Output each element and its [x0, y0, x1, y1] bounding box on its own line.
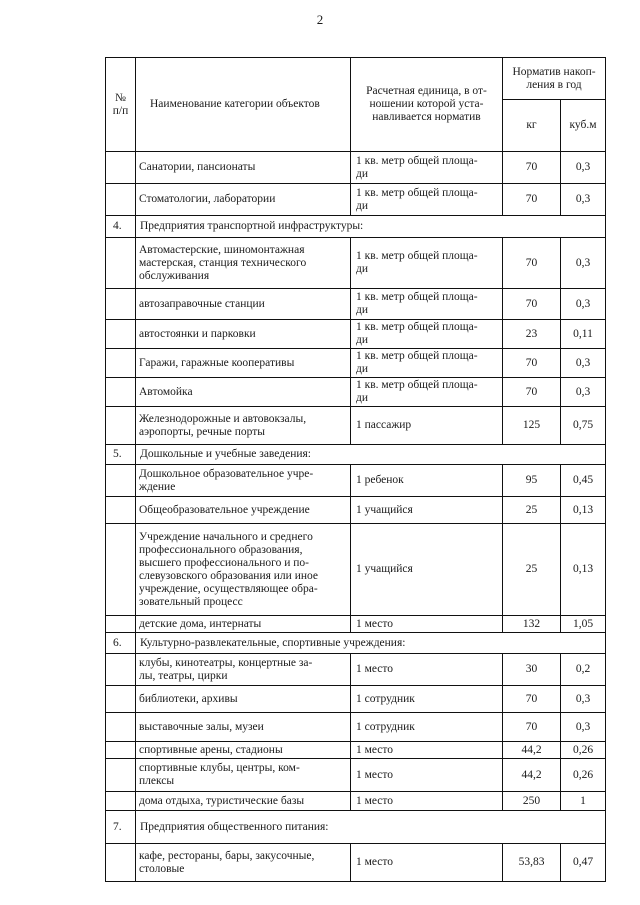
table-row: [106, 238, 606, 289]
row-number: [106, 289, 136, 320]
norm-m3: 0,13: [561, 497, 606, 524]
calc-unit: 1 ребенок: [351, 465, 503, 497]
table-row: [106, 616, 606, 633]
norm-kg: 23: [503, 320, 561, 349]
norm-m3: 0,13: [561, 524, 606, 616]
row-number: [106, 238, 136, 289]
category-name: Дошкольное образовательное учре- ждение: [136, 465, 351, 497]
header-kg: кг: [503, 100, 561, 152]
header-norm: Норматив накоп- ления в год: [503, 58, 606, 100]
norm-m3: 0,11: [561, 320, 606, 349]
table-row: [106, 759, 606, 792]
norm-m3: 0,3: [561, 289, 606, 320]
section-title: Культурно-развлекательные, спортивные учреждения:: [136, 633, 606, 654]
calc-unit: 1 кв. метр общей площа- ди: [351, 289, 503, 320]
calc-unit: 1 пассажир: [351, 407, 503, 445]
table-row: [106, 378, 606, 407]
calc-unit: 1 место: [351, 759, 503, 792]
norm-kg: 53,83: [503, 844, 561, 882]
section-number: 6.: [106, 633, 136, 654]
norm-kg: 70: [503, 184, 561, 216]
calc-unit: 1 кв. метр общей площа- ди: [351, 238, 503, 289]
norm-kg: 44,2: [503, 742, 561, 759]
calc-unit: 1 сотрудник: [351, 686, 503, 713]
norm-m3: 1,05: [561, 616, 606, 633]
table-row: [106, 844, 606, 882]
header-row: [106, 58, 606, 100]
header-m3: куб.м: [561, 100, 606, 152]
table-row: [106, 152, 606, 184]
norm-kg: 25: [503, 497, 561, 524]
table-row: [106, 497, 606, 524]
norm-kg: 25: [503, 524, 561, 616]
row-number: [106, 742, 136, 759]
category-name: Общеобразовательное учреждение: [136, 497, 351, 524]
row-number: [106, 349, 136, 378]
section-number: 4.: [106, 216, 136, 238]
row-number: [106, 654, 136, 686]
category-name: автозаправочные станции: [136, 289, 351, 320]
calc-unit: 1 кв. метр общей площа- ди: [351, 378, 503, 407]
norm-m3: 0,3: [561, 713, 606, 742]
table-row: [106, 524, 606, 616]
calc-unit: 1 место: [351, 792, 503, 811]
category-name: Стоматологии, лаборатории: [136, 184, 351, 216]
category-name: дома отдыха, туристические базы: [136, 792, 351, 811]
norm-kg: 132: [503, 616, 561, 633]
norm-m3: 0,45: [561, 465, 606, 497]
category-name: библиотеки, архивы: [136, 686, 351, 713]
calc-unit: 1 место: [351, 844, 503, 882]
calc-unit: 1 кв. метр общей площа- ди: [351, 349, 503, 378]
norm-kg: 70: [503, 289, 561, 320]
row-number: [106, 407, 136, 445]
table-row: [106, 654, 606, 686]
category-name: кафе, рестораны, бары, закусочные, столовые: [136, 844, 351, 882]
norm-m3: 0,2: [561, 654, 606, 686]
calc-unit: 1 кв. метр общей площа- ди: [351, 320, 503, 349]
norm-kg: 70: [503, 238, 561, 289]
section-title: Дошкольные и учебные заведения:: [136, 445, 606, 465]
category-name: выставочные залы, музеи: [136, 713, 351, 742]
row-number: [106, 152, 136, 184]
norm-kg: 70: [503, 378, 561, 407]
calc-unit: 1 место: [351, 616, 503, 633]
norm-m3: 0,3: [561, 238, 606, 289]
row-number: [106, 686, 136, 713]
norm-m3: 0,26: [561, 759, 606, 792]
norm-kg: 70: [503, 152, 561, 184]
norm-kg: 70: [503, 686, 561, 713]
table-row: [106, 320, 606, 349]
norm-kg: 250: [503, 792, 561, 811]
row-number: [106, 844, 136, 882]
table-row: [106, 184, 606, 216]
header-name: Наименование категории объектов: [136, 58, 351, 152]
category-name: Железнодорожные и автовокзалы, аэропорты, речные порты: [136, 407, 351, 445]
section-number: 7.: [106, 811, 136, 844]
category-name: Автомойка: [136, 378, 351, 407]
calc-unit: 1 учащийся: [351, 497, 503, 524]
header-unit: Расчетная единица, в от- ношении которой уста- навливается норматив: [351, 58, 503, 152]
calc-unit: 1 сотрудник: [351, 713, 503, 742]
norm-kg: 30: [503, 654, 561, 686]
norm-m3: 1: [561, 792, 606, 811]
category-name: клубы, кинотеатры, концертные за- лы, театры, цирки: [136, 654, 351, 686]
category-name: спортивные арены, стадионы: [136, 742, 351, 759]
page-number: 2: [316, 12, 324, 27]
section-row: [106, 445, 606, 465]
row-number: [106, 616, 136, 633]
norm-m3: 0,75: [561, 407, 606, 445]
table-row: [106, 686, 606, 713]
section-row: [106, 633, 606, 654]
section-title: Предприятия транспортной инфраструктуры:: [136, 216, 606, 238]
norm-kg: 125: [503, 407, 561, 445]
category-name: Гаражи, гаражные кооперативы: [136, 349, 351, 378]
row-number: [106, 378, 136, 407]
row-number: [106, 320, 136, 349]
norm-kg: 44,2: [503, 759, 561, 792]
norm-m3: 0,3: [561, 152, 606, 184]
norm-m3: 0,3: [561, 349, 606, 378]
category-name: детские дома, интернаты: [136, 616, 351, 633]
row-number: [106, 524, 136, 616]
table-row: [106, 792, 606, 811]
table-row: [106, 713, 606, 742]
norm-m3: 0,26: [561, 742, 606, 759]
category-name: спортивные клубы, центры, ком- плексы: [136, 759, 351, 792]
header-num: № п/п: [106, 58, 136, 152]
table-row: [106, 407, 606, 445]
section-number: 5.: [106, 445, 136, 465]
calc-unit: 1 кв. метр общей площа- ди: [351, 184, 503, 216]
norm-kg: 95: [503, 465, 561, 497]
norm-m3: 0,47: [561, 844, 606, 882]
row-number: [106, 497, 136, 524]
table-row: [106, 465, 606, 497]
norm-kg: 70: [503, 349, 561, 378]
norm-m3: 0,3: [561, 686, 606, 713]
category-name: Автомастерские, шиномонтажная мастерская, станция технического обслуживания: [136, 238, 351, 289]
calc-unit: 1 место: [351, 742, 503, 759]
category-name: Учреждение начального и среднего профессионального образования, высшего профессионального и по- слевузовского образования или иное учреждение, осуществляющее обра- зовательный процесс: [136, 524, 351, 616]
table-row: [106, 349, 606, 378]
section-row: [106, 216, 606, 238]
section-title: Предприятия общественного питания:: [136, 811, 606, 844]
waste-norms-table: [105, 57, 606, 882]
norm-m3: 0,3: [561, 184, 606, 216]
section-row: [106, 811, 606, 844]
table-row: [106, 289, 606, 320]
norm-kg: 70: [503, 713, 561, 742]
row-number: [106, 184, 136, 216]
calc-unit: 1 учащийся: [351, 524, 503, 616]
row-number: [106, 465, 136, 497]
calc-unit: 1 место: [351, 654, 503, 686]
category-name: автостоянки и парковки: [136, 320, 351, 349]
norm-m3: 0,3: [561, 378, 606, 407]
row-number: [106, 792, 136, 811]
calc-unit: 1 кв. метр общей площа- ди: [351, 152, 503, 184]
row-number: [106, 759, 136, 792]
row-number: [106, 713, 136, 742]
category-name: Санатории, пансионаты: [136, 152, 351, 184]
table-row: [106, 742, 606, 759]
